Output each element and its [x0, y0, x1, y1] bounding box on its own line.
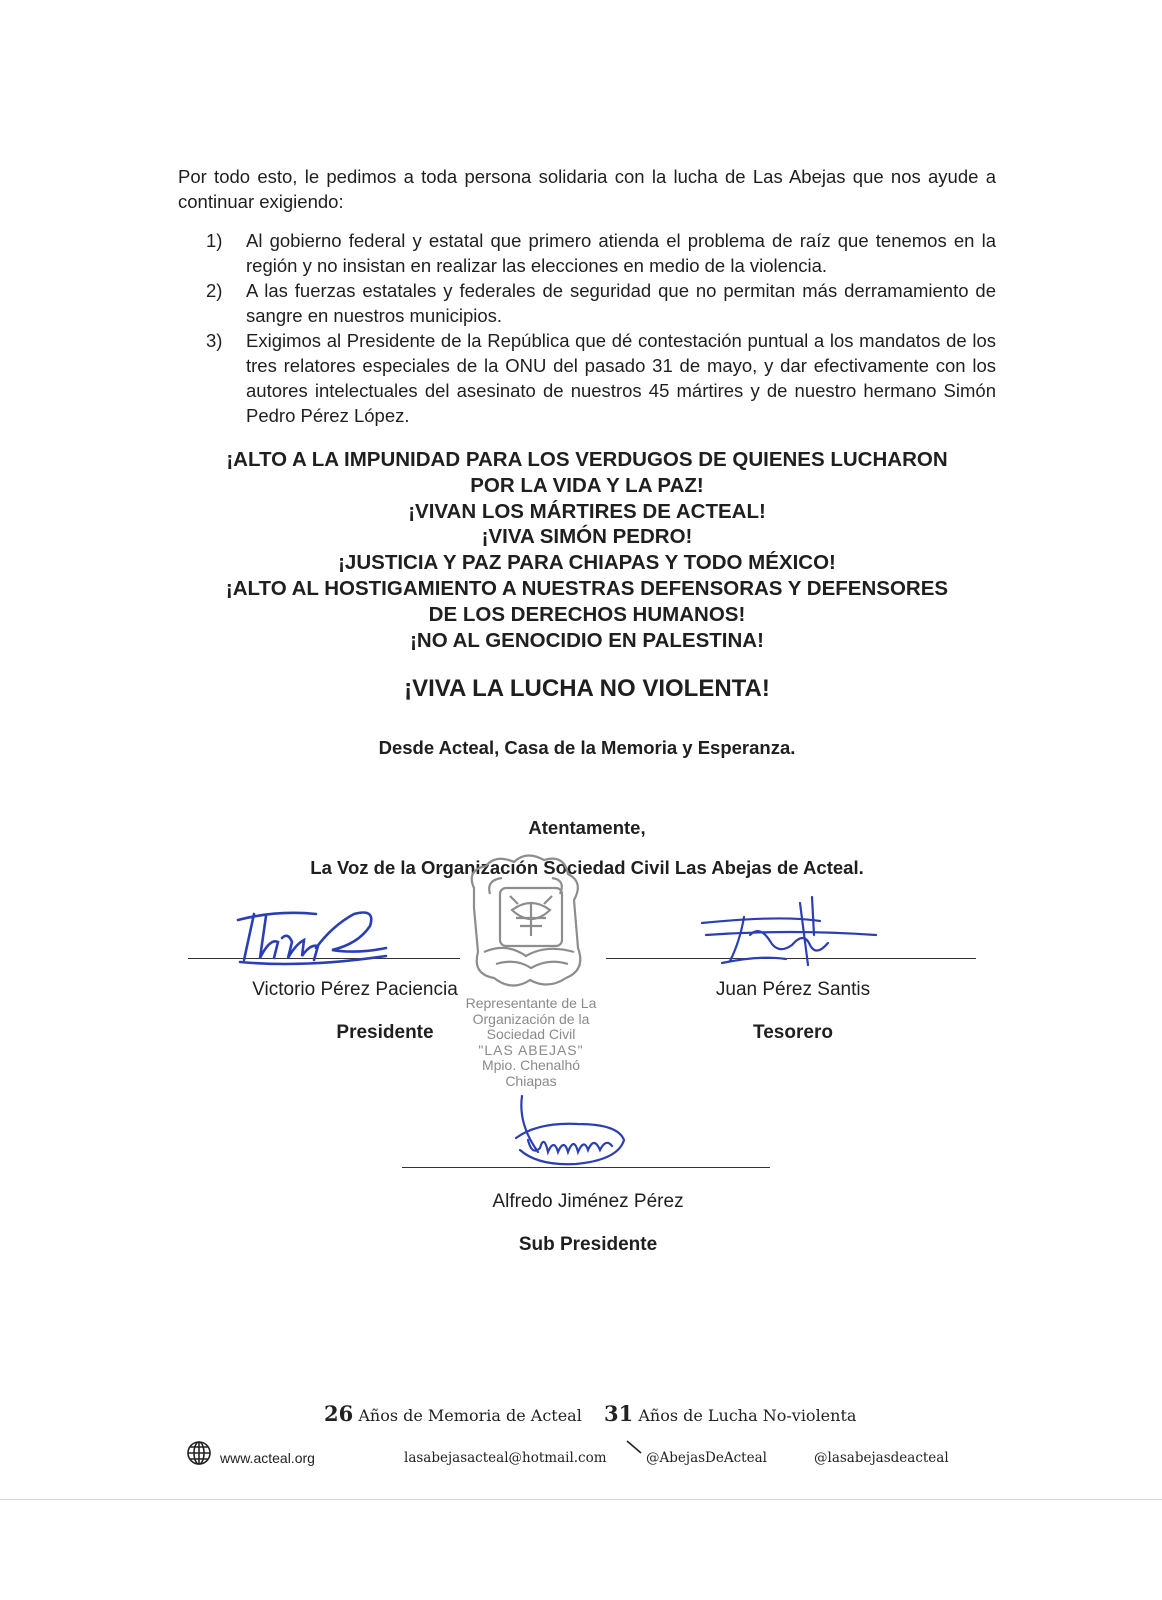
- stamp-line: "LAS ABEJAS": [478, 1041, 584, 1058]
- instagram-link[interactable]: @lasabejasdeacteal: [814, 1450, 949, 1466]
- signature-vice-president-icon: [508, 1094, 638, 1174]
- signatory-role: Presidente: [336, 1022, 434, 1043]
- closing-salutation: Atentamente,: [528, 817, 646, 838]
- slogan-line: ¡VIVAN LOS MÁRTIRES DE ACTEAL!: [408, 499, 766, 523]
- list-item: [206, 328, 996, 428]
- anniversary-lucha: [604, 1401, 856, 1426]
- list-item: [206, 278, 996, 328]
- twitter-x-icon: [626, 1440, 642, 1454]
- lucha-text: Años de Lucha No-violenta: [638, 1406, 857, 1425]
- organization-stamp: [456, 848, 606, 1093]
- stamp-line: Mpio. Chenalhó: [481, 1057, 581, 1073]
- website-link[interactable]: www.acteal.org: [220, 1450, 315, 1466]
- list-item: [206, 228, 996, 278]
- place-line: Desde Acteal, Casa de la Memoria y Esperanza.: [378, 737, 796, 758]
- list-item-text: A las fuerzas estatales y federales de seguridad que no permitan más derramamiento de sangre en nuestros municipios.: [246, 280, 996, 326]
- slogan-line: ¡JUSTICIA Y PAZ PARA CHIAPAS Y TODO MÉXICO!: [338, 551, 836, 575]
- intro-paragraph: Por todo esto, le pedimos a toda persona solidaria con la lucha de Las Abejas que nos ayude a continuar exigiendo:: [178, 166, 996, 212]
- signatory-name: Juan Pérez Santis: [715, 979, 871, 1000]
- signatory-name: Alfredo Jiménez Pérez: [492, 1191, 684, 1212]
- twitter-link[interactable]: @AbejasDeActeal: [646, 1450, 767, 1466]
- stamp-line: Sociedad Civil: [486, 1026, 576, 1042]
- globe-icon: [186, 1440, 212, 1466]
- slogan-line: ¡ALTO A LA IMPUNIDAD PARA LOS VERDUGOS DE QUIENES LUCHARON: [226, 448, 948, 471]
- slogan-line: ¡NO AL GENOCIDIO EN PALESTINA!: [410, 628, 764, 652]
- signatory-name: Victorio Pérez Paciencia: [252, 979, 458, 1000]
- slogans-block: [178, 447, 996, 653]
- list-item-number: 2): [206, 280, 223, 301]
- list-item-text: Al gobierno federal y estatal que primero atienda el problema de raíz que tenemos en la región y no insistan en realizar las elecciones en medio de la violencia.: [246, 230, 996, 276]
- slogan-line: ¡ALTO AL HOSTIGAMIENTO A NUESTRAS DEFENSORAS Y DEFENSORES: [225, 576, 949, 600]
- memoria-text: Años de Memoria de Acteal: [358, 1406, 582, 1425]
- signature-treasurer-icon: [700, 895, 880, 975]
- lucha-number: 31: [604, 1401, 634, 1426]
- viva-lucha-heading: ¡VIVA LA LUCHA NO VIOLENTA!: [404, 675, 770, 702]
- list-item-number: 3): [206, 330, 223, 351]
- list-item-text: Exigimos al Presidente de la República que dé contestación puntual a los mandatos de los tres relatores especiales de la ONU del pasado 31 de mayo, y dar efectivamente con los autores intelectuales del asesinato de nuestros 45 mártires y de nuestro hermano Simón Pedro Pérez López.: [246, 330, 996, 426]
- memoria-number: 26: [324, 1401, 354, 1426]
- signature-president-icon: [236, 908, 396, 968]
- slogan-line: DE LOS DERECHOS HUMANOS!: [428, 602, 746, 626]
- signatory-role: Tesorero: [753, 1022, 833, 1043]
- bottom-divider: [0, 1499, 1162, 1500]
- list-item-number: 1): [206, 230, 223, 251]
- signatory-role: Sub Presidente: [518, 1234, 658, 1255]
- organization-line: La Voz de la Organización Sociedad Civil Las Abejas de Acteal.: [310, 857, 864, 878]
- stamp-line: Representante de La: [465, 995, 597, 1011]
- anniversary-memoria: [324, 1401, 582, 1426]
- email-link[interactable]: lasabejasacteal@hotmail.com: [404, 1450, 607, 1466]
- demands-list: [206, 228, 996, 428]
- slogan-line: ¡VIVA SIMÓN PEDRO!: [481, 525, 693, 549]
- slogan-line: POR LA VIDA Y LA PAZ!: [470, 473, 704, 497]
- stamp-emblem-icon: [456, 848, 606, 998]
- stamp-line: Chiapas: [505, 1072, 557, 1089]
- stamp-line: Organización de la: [472, 1010, 590, 1027]
